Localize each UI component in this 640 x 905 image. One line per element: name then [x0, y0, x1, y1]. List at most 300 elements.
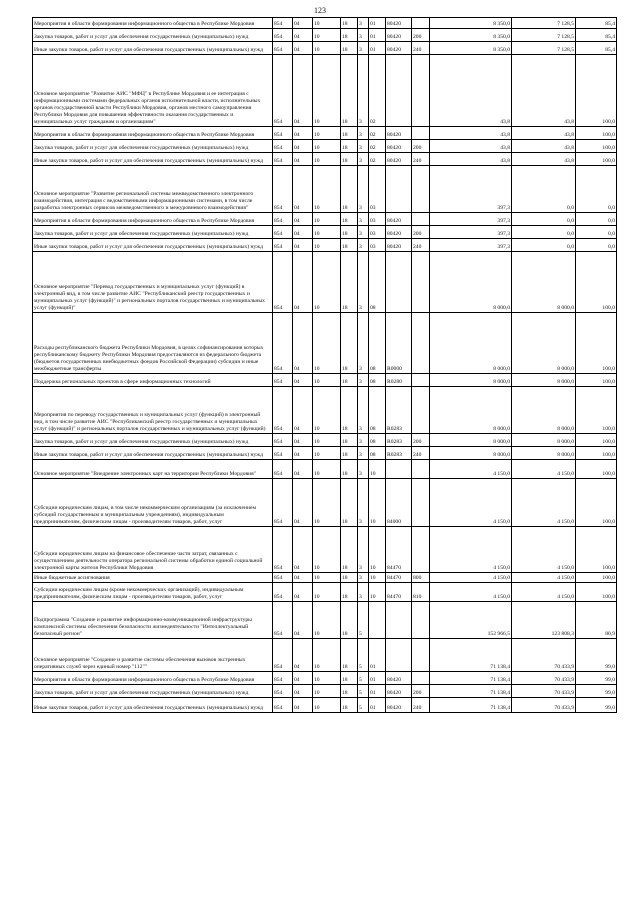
expense-type-code: 240	[412, 153, 430, 166]
executed-amount: 7 128,5	[512, 18, 576, 29]
execution-percent: 100,0	[576, 127, 617, 140]
event-code: 10	[369, 583, 386, 602]
approved-amount: 8 000,0	[430, 434, 512, 447]
direction-code: 80420	[386, 226, 412, 239]
subprogram-code: 5	[358, 685, 369, 698]
approved-amount: 397,3	[430, 226, 512, 239]
program-code: 18	[341, 698, 358, 713]
ministry-code: 854	[273, 29, 293, 42]
program-code: 18	[341, 639, 358, 672]
execution-percent: 100,0	[576, 252, 617, 313]
executed-amount: 70 433,9	[512, 672, 576, 685]
expense-type-code	[412, 479, 430, 527]
execution-percent: 85,4	[576, 42, 617, 55]
event-code: 03	[369, 239, 386, 252]
execution-percent: 100,0	[576, 527, 617, 573]
row-name: Субсидии юридическим лицам (кроме некоммерческих организаций), индивидуальным предпринимателям, физическим лицам - производителям товаров, работ, услуг	[33, 583, 273, 602]
execution-percent: 99,0	[576, 639, 617, 672]
event-code: 01	[369, 18, 386, 29]
approved-amount: 4 150,0	[430, 527, 512, 573]
execution-percent: 100,0	[576, 434, 617, 447]
subprogram-code: 3	[358, 18, 369, 29]
execution-percent: 100,0	[576, 313, 617, 374]
table-row	[33, 153, 617, 166]
subsection-code: 10	[313, 127, 341, 140]
approved-amount: 397,3	[430, 213, 512, 226]
subsection-code: 10	[313, 166, 341, 213]
direction-code: 80420	[386, 213, 412, 226]
event-code: 10	[369, 573, 386, 583]
section-code: 04	[293, 42, 313, 55]
event-code: 10	[369, 527, 386, 573]
direction-code: R0283	[386, 387, 412, 434]
subprogram-code: 3	[358, 42, 369, 55]
ministry-code: 854	[273, 527, 293, 573]
section-code: 04	[293, 226, 313, 239]
section-code: 04	[293, 685, 313, 698]
ministry-code: 854	[273, 573, 293, 583]
expense-type-code	[412, 252, 430, 313]
subsection-code: 10	[313, 140, 341, 153]
table-row	[33, 374, 617, 387]
table-row	[33, 252, 617, 313]
program-code: 18	[341, 166, 358, 213]
ministry-code: 854	[273, 127, 293, 140]
section-code: 04	[293, 479, 313, 527]
executed-amount: 8 000,0	[512, 252, 576, 313]
program-code: 18	[341, 434, 358, 447]
subsection-code: 10	[313, 55, 341, 127]
section-code: 04	[293, 602, 313, 639]
row-name: Закупка товаров, работ и услуг для обеспечения государственных (муниципальных) нужд	[33, 685, 273, 698]
event-code: 01	[369, 672, 386, 685]
execution-percent: 99,0	[576, 672, 617, 685]
ministry-code: 854	[273, 698, 293, 713]
expense-type-code: 200	[412, 434, 430, 447]
subprogram-code: 3	[358, 239, 369, 252]
ministry-code: 854	[273, 313, 293, 374]
direction-code: 80420	[386, 672, 412, 685]
approved-amount: 4 150,0	[430, 460, 512, 479]
row-name: Основное мероприятие "Внедрение электронных карт на территории Республики Мордовия"	[33, 460, 273, 479]
subsection-code: 10	[313, 602, 341, 639]
expense-type-code	[412, 387, 430, 434]
ministry-code: 854	[273, 55, 293, 127]
expense-type-code: 240	[412, 447, 430, 460]
executed-amount: 43,8	[512, 55, 576, 127]
program-code: 18	[341, 460, 358, 479]
row-name: Иные закупки товаров, работ и услуг для обеспечения государственных (муниципальных) нужд	[33, 153, 273, 166]
expense-type-code: 200	[412, 29, 430, 42]
subprogram-code: 5	[358, 639, 369, 672]
table-row	[33, 239, 617, 252]
event-code: 08	[369, 434, 386, 447]
table-row	[33, 602, 617, 639]
direction-code: 80420	[386, 140, 412, 153]
direction-code: 80420	[386, 127, 412, 140]
approved-amount: 8 000,0	[430, 374, 512, 387]
expense-type-code: 240	[412, 239, 430, 252]
event-code: 01	[369, 698, 386, 713]
table-row	[33, 698, 617, 713]
executed-amount: 0,0	[512, 213, 576, 226]
subprogram-code: 3	[358, 55, 369, 127]
section-code: 04	[293, 698, 313, 713]
approved-amount: 43,8	[430, 55, 512, 127]
row-name: Основное мероприятие "Развитие АИС "МФЦ" в Республике Мордовия и ее интеграция с информационными системами федеральных органов исполнительной власти, исполнительных органов государственной власти Республики Мордовия, органов местного самоуправления Республики Мордовия для повышения эффективности оказания государственных и муниципальных услуг гражданам и организациям"	[33, 55, 273, 127]
direction-code	[386, 639, 412, 672]
subprogram-code: 3	[358, 166, 369, 213]
subprogram-code: 3	[358, 387, 369, 434]
program-code: 18	[341, 153, 358, 166]
row-name: Субсидии юридическим лицам на финансовое обеспечение части затрат, связанных с осуществлением деятельности оператора региональной системы обработки единой социальной электронной карты жителя Республики Мордовия	[33, 527, 273, 573]
subsection-code: 10	[313, 460, 341, 479]
approved-amount: 43,8	[430, 127, 512, 140]
approved-amount: 4 150,0	[430, 479, 512, 527]
row-name: Закупка товаров, работ и услуг для обеспечения государственных (муниципальных) нужд	[33, 434, 273, 447]
ministry-code: 854	[273, 672, 293, 685]
direction-code	[386, 602, 412, 639]
event-code: 08	[369, 447, 386, 460]
execution-percent: 0,0	[576, 239, 617, 252]
direction-code	[386, 166, 412, 213]
subsection-code: 10	[313, 42, 341, 55]
approved-amount: 43,8	[430, 140, 512, 153]
subprogram-code: 3	[358, 213, 369, 226]
section-code: 04	[293, 153, 313, 166]
approved-amount: 8 350,0	[430, 29, 512, 42]
subprogram-code: 3	[358, 29, 369, 42]
execution-percent: 100,0	[576, 140, 617, 153]
executed-amount: 7 128,5	[512, 29, 576, 42]
budget-table	[32, 17, 617, 713]
ministry-code: 854	[273, 252, 293, 313]
subprogram-code: 3	[358, 153, 369, 166]
event-code: 08	[369, 252, 386, 313]
event-code: 03	[369, 226, 386, 239]
ministry-code: 854	[273, 166, 293, 213]
section-code: 04	[293, 140, 313, 153]
execution-percent: 100,0	[576, 153, 617, 166]
approved-amount: 4 150,0	[430, 583, 512, 602]
table-row	[33, 226, 617, 239]
program-code: 18	[341, 387, 358, 434]
subsection-code: 10	[313, 153, 341, 166]
program-code: 18	[341, 672, 358, 685]
table-row	[33, 42, 617, 55]
section-code: 04	[293, 447, 313, 460]
direction-code: 84470	[386, 527, 412, 573]
row-name: Субсидии юридическим лицам, в том числе некоммерческим организациям (за исключением субсидий государственным и муниципальным учреждениям), индивидуальным предпринимателям, физическим лицам - производителям товаров, работ, услуг	[33, 479, 273, 527]
table-row	[33, 639, 617, 672]
event-code: 10	[369, 479, 386, 527]
budget-table-body	[33, 18, 617, 713]
approved-amount: 397,3	[430, 239, 512, 252]
row-name: Мероприятия по переводу государственных и муниципальных услуг (функций) в электронный вид, в том числе развитие АИС "Республиканский реестр государственных и муниципальных услуг (функций)" и региональных порталов государственных и муниципальных услуг (функций)	[33, 387, 273, 434]
subprogram-code: 3	[358, 374, 369, 387]
ministry-code: 854	[273, 153, 293, 166]
program-code: 18	[341, 447, 358, 460]
execution-percent: 0,0	[576, 213, 617, 226]
direction-code	[386, 55, 412, 127]
subprogram-code: 5	[358, 698, 369, 713]
subsection-code: 10	[313, 527, 341, 573]
section-code: 04	[293, 573, 313, 583]
table-row	[33, 479, 617, 527]
subprogram-code: 3	[358, 434, 369, 447]
expense-type-code: 200	[412, 140, 430, 153]
expense-type-code: 200	[412, 685, 430, 698]
program-code: 18	[341, 685, 358, 698]
expense-type-code	[412, 672, 430, 685]
ministry-code: 854	[273, 374, 293, 387]
program-code: 18	[341, 140, 358, 153]
execution-percent: 0,0	[576, 226, 617, 239]
subprogram-code: 3	[358, 479, 369, 527]
subsection-code: 10	[313, 213, 341, 226]
program-code: 18	[341, 226, 358, 239]
page-number: 123	[314, 6, 326, 15]
executed-amount: 4 150,0	[512, 479, 576, 527]
subprogram-code: 3	[358, 252, 369, 313]
expense-type-code	[412, 127, 430, 140]
direction-code: R0283	[386, 434, 412, 447]
execution-percent: 85,4	[576, 18, 617, 29]
direction-code: 80420	[386, 42, 412, 55]
row-name: Иные закупки товаров, работ и услуг для обеспечения государственных (муниципальных) нужд	[33, 698, 273, 713]
subsection-code: 10	[313, 18, 341, 29]
approved-amount: 71 138,4	[430, 685, 512, 698]
table-row	[33, 460, 617, 479]
direction-code: 80420	[386, 239, 412, 252]
ministry-code: 854	[273, 479, 293, 527]
event-code	[369, 602, 386, 639]
executed-amount: 8 000,0	[512, 434, 576, 447]
direction-code: 84000	[386, 479, 412, 527]
event-code: 01	[369, 42, 386, 55]
event-code: 02	[369, 127, 386, 140]
program-code: 18	[341, 573, 358, 583]
ministry-code: 854	[273, 213, 293, 226]
expense-type-code	[412, 602, 430, 639]
table-row	[33, 387, 617, 434]
section-code: 04	[293, 55, 313, 127]
ministry-code: 854	[273, 447, 293, 460]
program-code: 18	[341, 252, 358, 313]
approved-amount: 8 350,0	[430, 18, 512, 29]
row-name: Закупка товаров, работ и услуг для обеспечения государственных (муниципальных) нужд	[33, 29, 273, 42]
section-code: 04	[293, 639, 313, 672]
subsection-code: 10	[313, 252, 341, 313]
direction-code: 80420	[386, 698, 412, 713]
table-row	[33, 672, 617, 685]
section-code: 04	[293, 460, 313, 479]
event-code: 01	[369, 639, 386, 672]
executed-amount: 0,0	[512, 166, 576, 213]
approved-amount: 8 000,0	[430, 447, 512, 460]
ministry-code: 854	[273, 140, 293, 153]
subprogram-code: 3	[358, 460, 369, 479]
direction-code	[386, 252, 412, 313]
section-code: 04	[293, 434, 313, 447]
approved-amount: 71 138,4	[430, 698, 512, 713]
section-code: 04	[293, 18, 313, 29]
event-code: 08	[369, 374, 386, 387]
subprogram-code: 3	[358, 226, 369, 239]
execution-percent: 100,0	[576, 374, 617, 387]
event-code: 08	[369, 313, 386, 374]
program-code: 18	[341, 479, 358, 527]
expense-type-code: 800	[412, 573, 430, 583]
program-code: 18	[341, 42, 358, 55]
ministry-code: 854	[273, 387, 293, 434]
expense-type-code	[412, 166, 430, 213]
ministry-code: 854	[273, 18, 293, 29]
program-code: 18	[341, 313, 358, 374]
table-row	[33, 29, 617, 42]
section-code: 04	[293, 527, 313, 573]
row-name: Иные бюджетные ассигнования	[33, 573, 273, 583]
row-name: Расходы республиканского бюджета Республики Мордовия, в целях софинансирования которых республиканскому бюджету Республики Мордовия предоставляются из федерального бюджета (бюджетов государственных внебюджетных фондов Российской Федерации) субсидии и иные межбюджетные трансферты	[33, 313, 273, 374]
subsection-code: 10	[313, 387, 341, 434]
program-code: 18	[341, 239, 358, 252]
event-code: 02	[369, 140, 386, 153]
subprogram-code: 3	[358, 313, 369, 374]
subsection-code: 10	[313, 583, 341, 602]
execution-percent: 100,0	[576, 573, 617, 583]
table-row	[33, 18, 617, 29]
subprogram-code: 3	[358, 447, 369, 460]
row-name: Иные закупки товаров, работ и услуг для обеспечения государственных (муниципальных) нужд	[33, 42, 273, 55]
approved-amount: 8 000,0	[430, 252, 512, 313]
program-code: 18	[341, 18, 358, 29]
subprogram-code: 5	[358, 602, 369, 639]
subprogram-code: 3	[358, 127, 369, 140]
row-name: Иные закупки товаров, работ и услуг для обеспечения государственных (муниципальных) нужд	[33, 239, 273, 252]
executed-amount: 123 808,3	[512, 602, 576, 639]
table-row	[33, 434, 617, 447]
event-code: 10	[369, 460, 386, 479]
subsection-code: 10	[313, 639, 341, 672]
table-row	[33, 583, 617, 602]
executed-amount: 7 128,5	[512, 42, 576, 55]
executed-amount: 8 000,0	[512, 387, 576, 434]
subprogram-code: 3	[358, 140, 369, 153]
executed-amount: 43,8	[512, 127, 576, 140]
executed-amount: 4 150,0	[512, 583, 576, 602]
subsection-code: 10	[313, 672, 341, 685]
approved-amount: 71 138,4	[430, 672, 512, 685]
expense-type-code: 200	[412, 226, 430, 239]
row-name: Основное мероприятие "Развитие региональной системы межведомственного электронного взаимодействия, интеграция с ведомственными информационными системами, в том числе разработка электронных сервисов межведомственного и межуровневого взаимодействия"	[33, 166, 273, 213]
approved-amount: 152 966,5	[430, 602, 512, 639]
direction-code: 84470	[386, 573, 412, 583]
table-row	[33, 527, 617, 573]
subsection-code: 10	[313, 479, 341, 527]
subprogram-code: 3	[358, 527, 369, 573]
program-code: 18	[341, 55, 358, 127]
expense-type-code	[412, 55, 430, 127]
row-name: Мероприятия в области формирования информационного общества в Республике Мордовия	[33, 127, 273, 140]
subsection-code: 10	[313, 239, 341, 252]
ministry-code: 854	[273, 602, 293, 639]
execution-percent: 99,0	[576, 698, 617, 713]
program-code: 18	[341, 29, 358, 42]
section-code: 04	[293, 213, 313, 226]
program-code: 18	[341, 602, 358, 639]
expense-type-code	[412, 460, 430, 479]
direction-code: 80420	[386, 153, 412, 166]
approved-amount: 8 000,0	[430, 387, 512, 434]
row-name: Закупка товаров, работ и услуг для обеспечения государственных (муниципальных) нужд	[33, 226, 273, 239]
expense-type-code	[412, 313, 430, 374]
executed-amount: 43,8	[512, 140, 576, 153]
execution-percent: 100,0	[576, 387, 617, 434]
subsection-code: 10	[313, 29, 341, 42]
executed-amount: 8 000,0	[512, 447, 576, 460]
subprogram-code: 3	[358, 573, 369, 583]
row-name: Закупка товаров, работ и услуг для обеспечения государственных (муниципальных) нужд	[33, 140, 273, 153]
table-row	[33, 55, 617, 127]
section-code: 04	[293, 387, 313, 434]
execution-percent: 85,4	[576, 29, 617, 42]
direction-code: 80420	[386, 685, 412, 698]
row-name: Подпрограмма "Создание и развитие информационно-коммуникационной инфраструктуры комплексной системы обеспечения безопасности жизнедеятельности "Интеллектуальный безопасный регион"	[33, 602, 273, 639]
section-code: 04	[293, 313, 313, 374]
execution-percent: 0,0	[576, 166, 617, 213]
section-code: 04	[293, 166, 313, 213]
executed-amount: 70 433,9	[512, 698, 576, 713]
direction-code: 80420	[386, 29, 412, 42]
event-code: 02	[369, 55, 386, 127]
executed-amount: 4 150,0	[512, 460, 576, 479]
section-code: 04	[293, 252, 313, 313]
ministry-code: 854	[273, 460, 293, 479]
direction-code: R0283	[386, 447, 412, 460]
direction-code: 80420	[386, 18, 412, 29]
expense-type-code	[412, 527, 430, 573]
subsection-code: 10	[313, 573, 341, 583]
ministry-code: 854	[273, 226, 293, 239]
approved-amount: 71 138,4	[430, 639, 512, 672]
event-code: 02	[369, 153, 386, 166]
row-name: Иные закупки товаров, работ и услуг для обеспечения государственных (муниципальных) нужд	[33, 447, 273, 460]
section-code: 04	[293, 583, 313, 602]
executed-amount: 0,0	[512, 226, 576, 239]
executed-amount: 4 150,0	[512, 573, 576, 583]
table-row	[33, 140, 617, 153]
expense-type-code: 240	[412, 698, 430, 713]
direction-code: 84470	[386, 583, 412, 602]
subprogram-code: 5	[358, 672, 369, 685]
approved-amount: 43,8	[430, 153, 512, 166]
approved-amount: 8 000,0	[430, 313, 512, 374]
approved-amount: 8 350,0	[430, 42, 512, 55]
executed-amount: 70 433,9	[512, 639, 576, 672]
execution-percent: 100,0	[576, 55, 617, 127]
table-row	[33, 685, 617, 698]
ministry-code: 854	[273, 239, 293, 252]
execution-percent: 100,0	[576, 460, 617, 479]
program-code: 18	[341, 213, 358, 226]
approved-amount: 4 150,0	[430, 573, 512, 583]
row-name: Мероприятия в области формирования информационного общества в Республике Мордовия	[33, 18, 273, 29]
row-name: Мероприятия в области формирования информационного общества в Республике Мордовия	[33, 672, 273, 685]
ministry-code: 854	[273, 434, 293, 447]
expense-type-code	[412, 374, 430, 387]
execution-percent: 99,0	[576, 685, 617, 698]
program-code: 18	[341, 127, 358, 140]
